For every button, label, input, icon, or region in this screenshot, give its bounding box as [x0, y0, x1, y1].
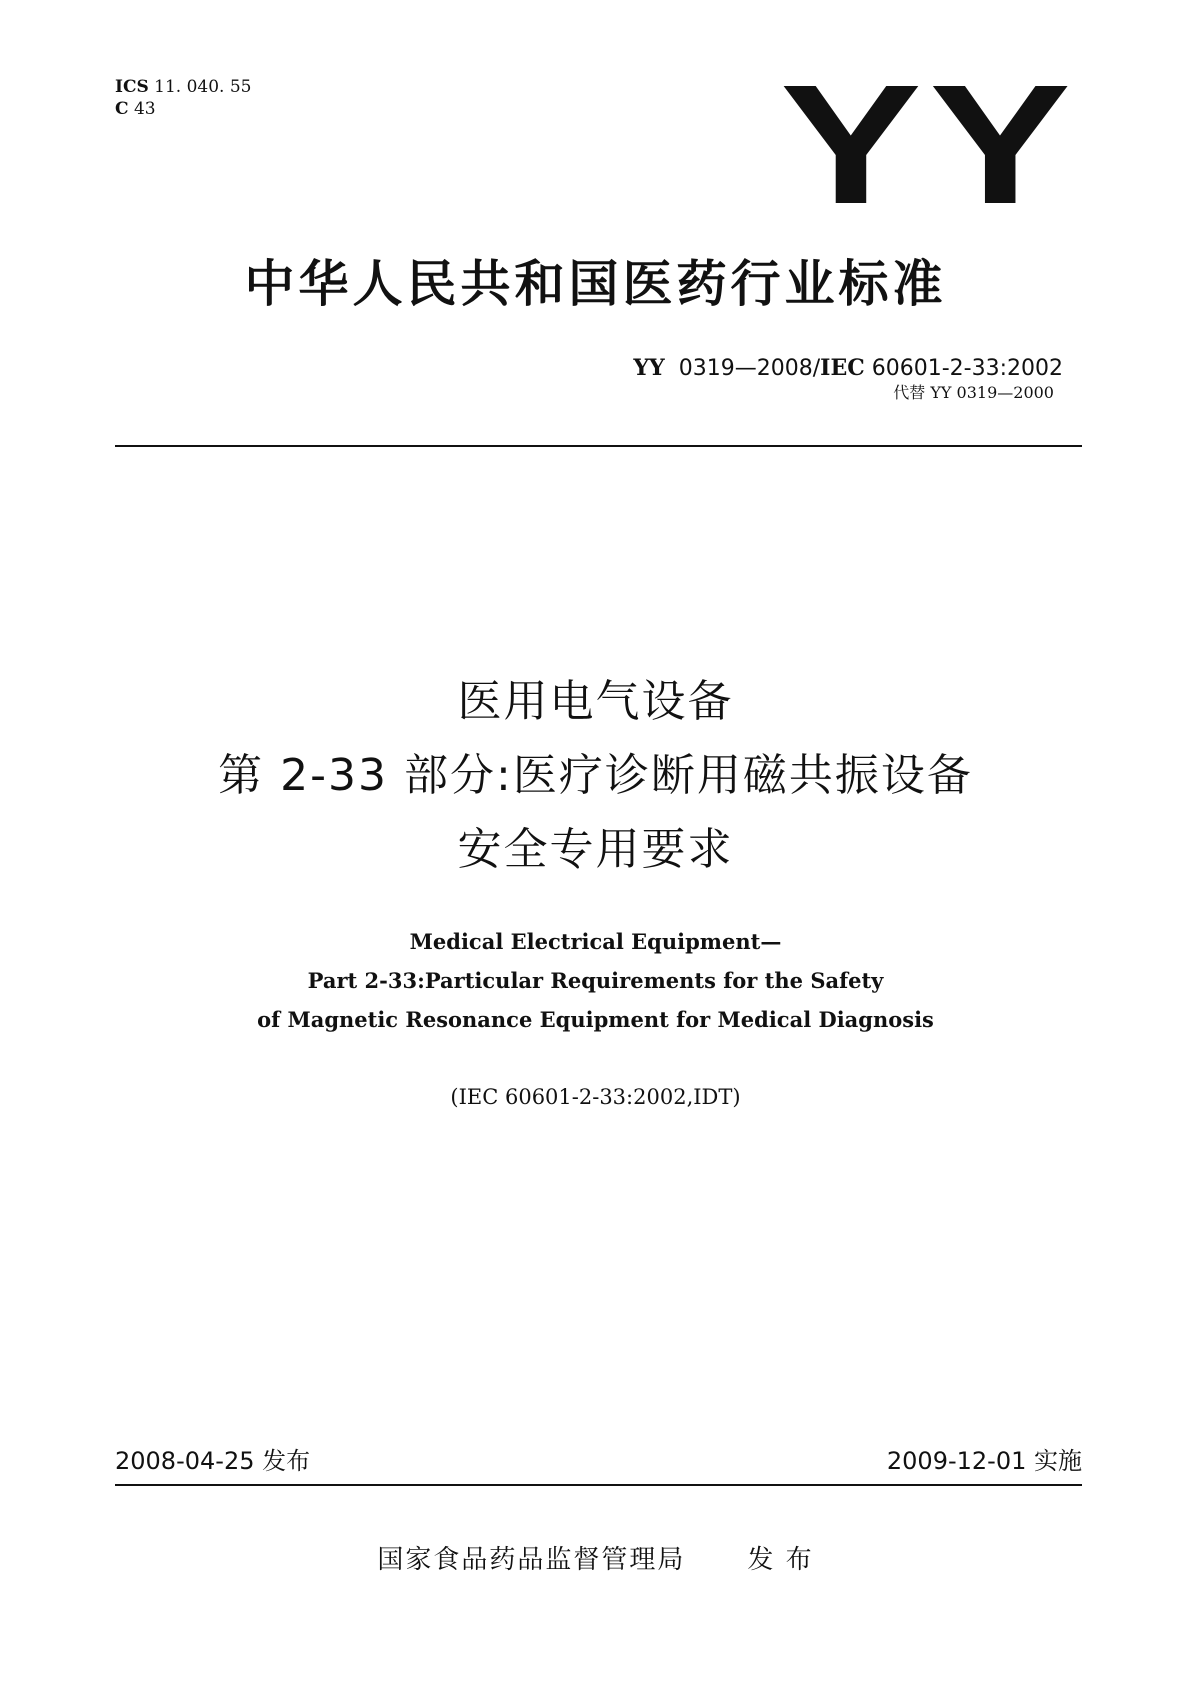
issuer [0, 1543, 1191, 1577]
header-divider [115, 445, 1082, 447]
classification-codes [115, 76, 252, 120]
standard-number-suffix: 60601-2-33:2002 [871, 356, 1063, 381]
replaces-note: 代替 YY 0319—2000 [893, 383, 1054, 402]
equivalence-note: (IEC 60601-2-33:2002,IDT) [450, 1085, 741, 1109]
standard-name: 中华人民共和国医药行业标准 [244, 255, 947, 313]
footer-divider [115, 1484, 1082, 1486]
ics-label: ICS [115, 77, 149, 97]
yy-logo: YY [780, 50, 1079, 240]
title-zh-line-3: 安全专用要求 [457, 824, 734, 875]
ccs-code: 43 [133, 99, 156, 119]
title-en-line-1: Medical Electrical Equipment— [409, 929, 782, 954]
standard-number [633, 354, 1063, 383]
title-en-line-2: Part 2-33:Particular Requirements for the Safety [307, 968, 884, 993]
title-en-line-3: of Magnetic Resonance Equipment for Medical Diagnosis [257, 1007, 934, 1032]
implementation-date: 2009-12-01 实施 [886, 1447, 1082, 1475]
ccs-label: C [115, 99, 129, 119]
issuer-action: 发 布 [747, 1545, 814, 1575]
standard-number-main: 0319—2008/ [678, 356, 821, 381]
standard-number-prefix: YY [633, 355, 665, 381]
ics-code: 11. 040. 55 [154, 77, 252, 97]
ics-line [115, 76, 252, 98]
ccs-line [115, 98, 252, 120]
title-zh-line-2: 第 2-33 部分:医疗诊断用磁共振设备 [218, 750, 973, 801]
standard-number-iec: IEC [820, 355, 865, 381]
title-zh-line-1: 医用电气设备 [457, 676, 734, 727]
issuer-org: 国家食品药品监督管理局 [377, 1545, 686, 1575]
issue-date: 2008-04-25 发布 [115, 1447, 311, 1475]
